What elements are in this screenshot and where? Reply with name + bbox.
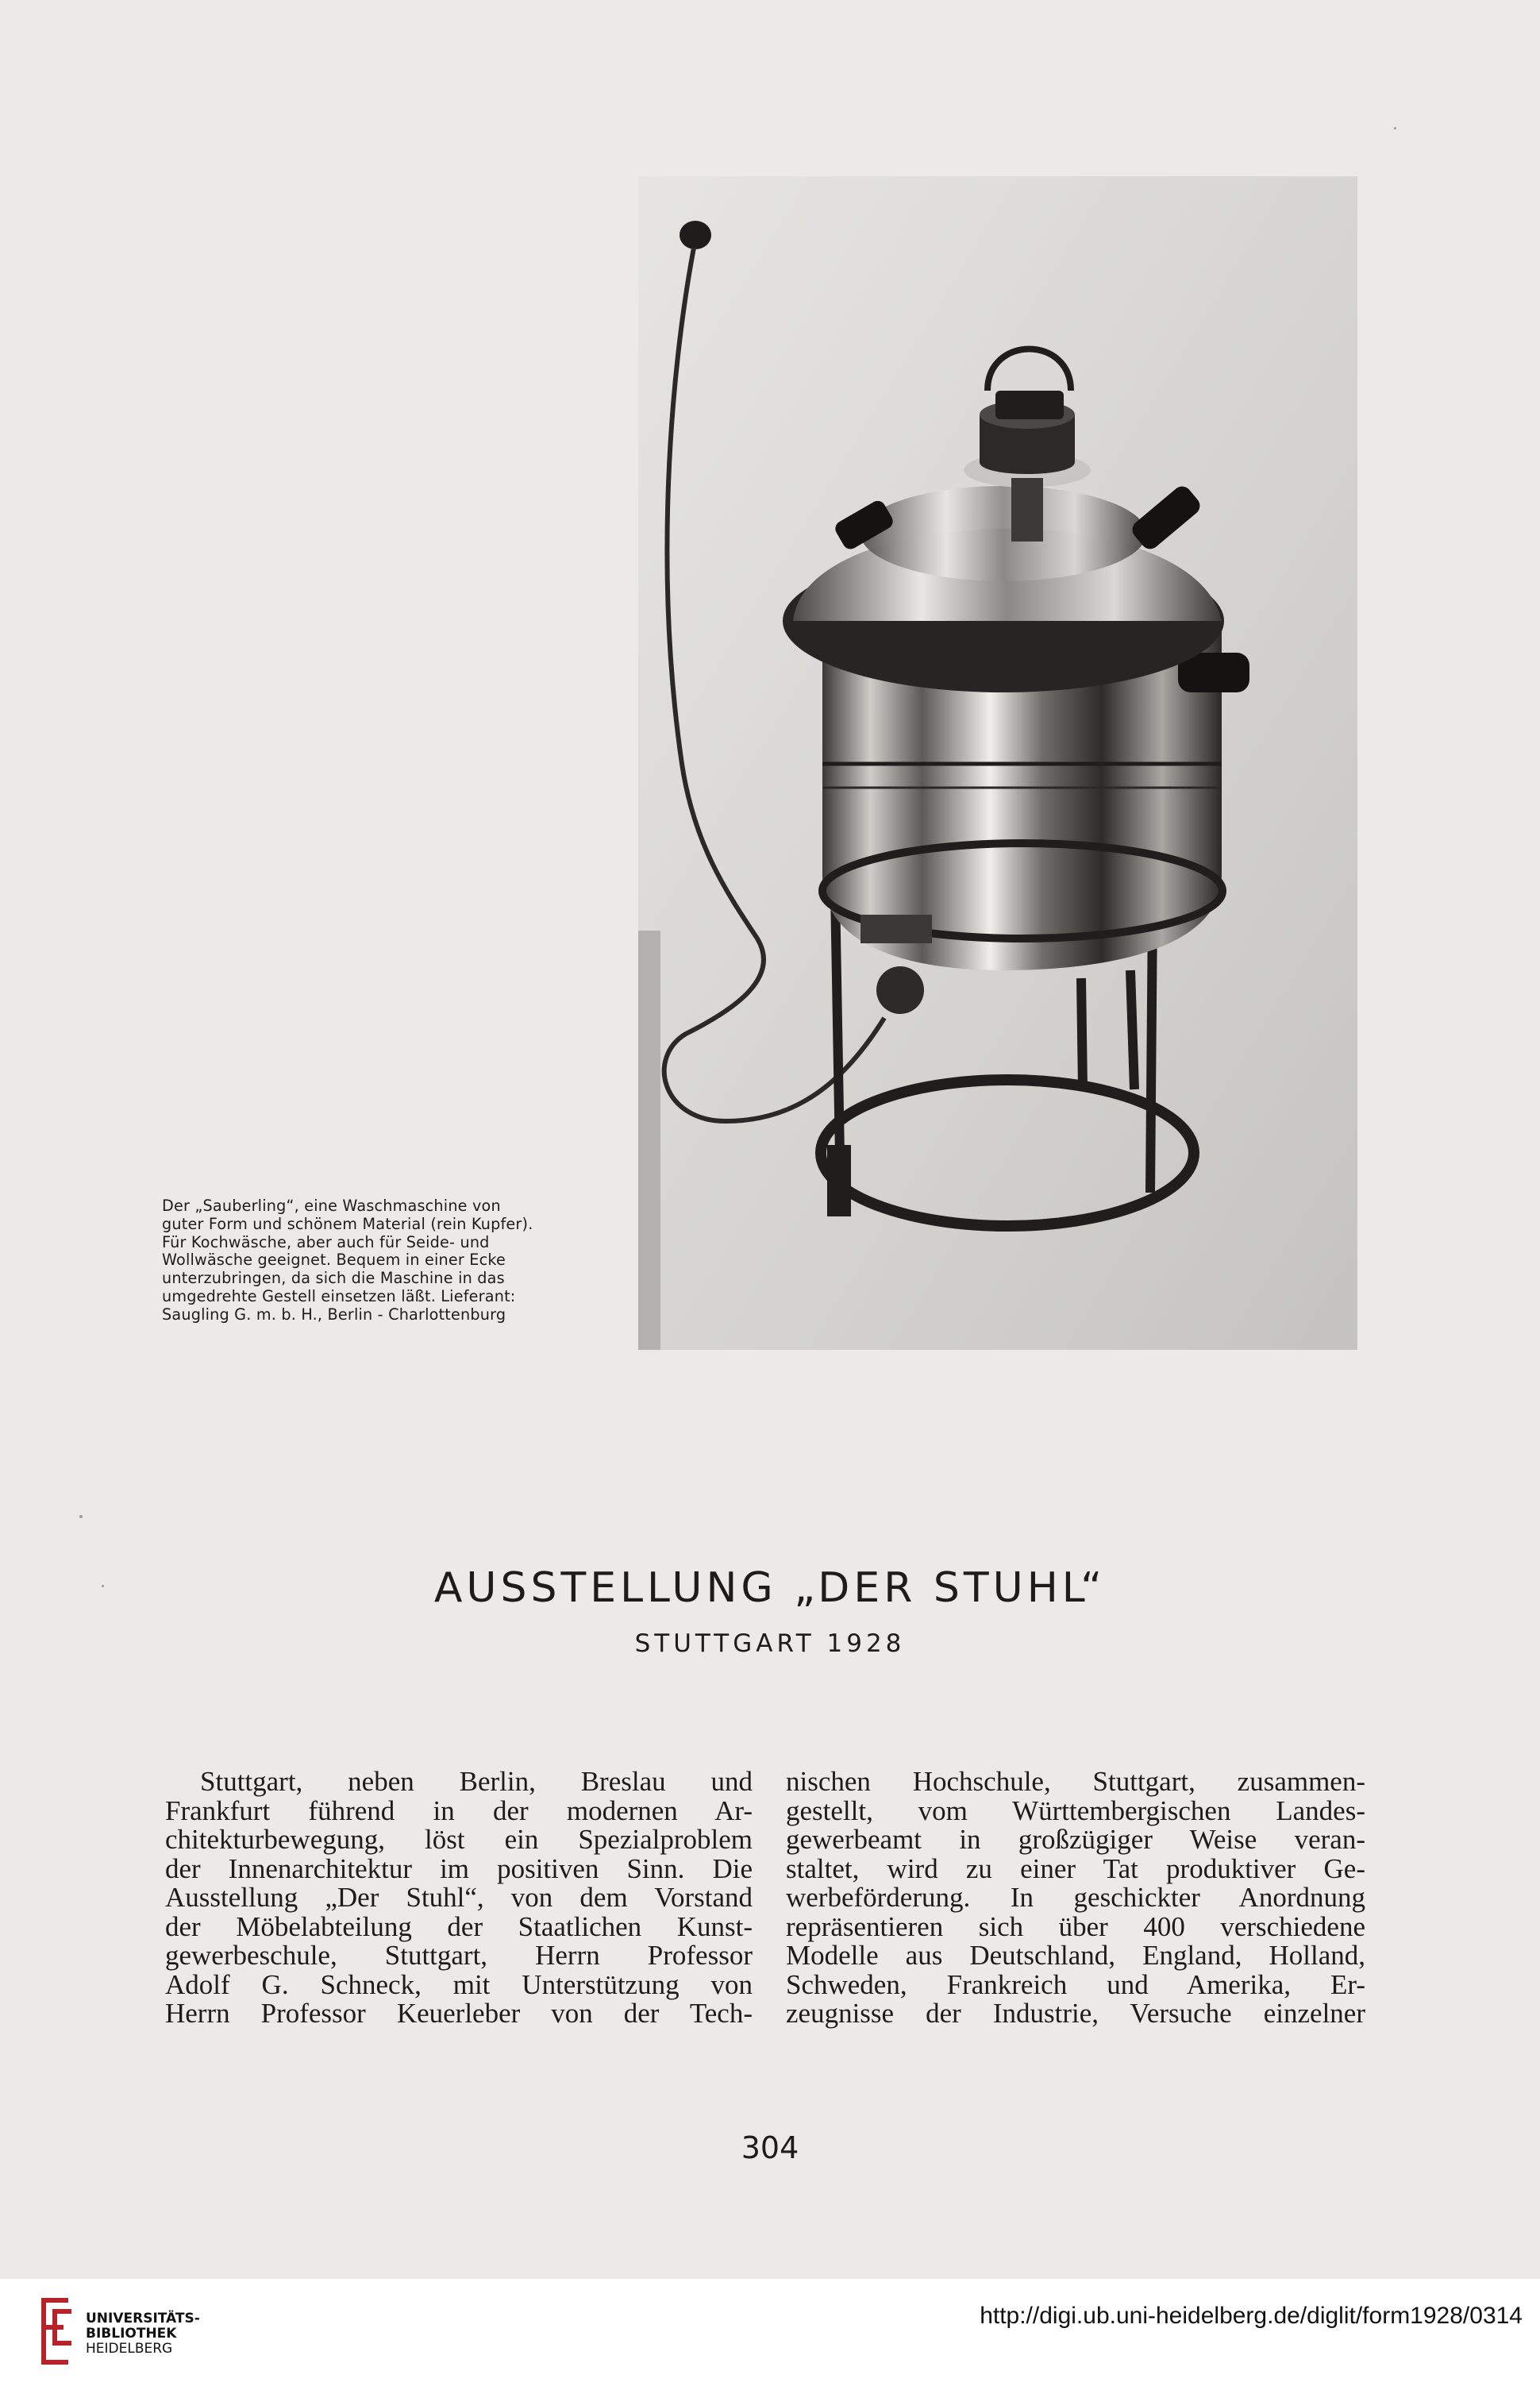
text-line: Modelle aus Deutschland, England, Holland,: [786, 1940, 1365, 1971]
photo-caption: [162, 1197, 597, 1324]
caption-line: unterzubringen, da sich die Maschine in das: [162, 1269, 505, 1288]
text-line: Adolf G. Schneck, mit Unterstützung von: [165, 1968, 753, 2000]
text-line: Ausstellung „Der Stuhl“, von dem Vorstand: [165, 1882, 753, 1913]
library-name: [86, 2311, 200, 2357]
text-line: staltet, wird zu einer Tat produktiver Ge-: [786, 1852, 1365, 1884]
caption-line: umgedrehte Gestell einsetzen läßt. Lieferant:: [162, 1286, 516, 1305]
article-subtitle: STUTTGART 1928: [634, 1629, 906, 1658]
library-name-line: BIBLIOTHEK: [86, 2326, 177, 2342]
library-logo-icon: [33, 2293, 76, 2369]
text-column-left: [165, 1767, 753, 2029]
text-line: repräsentieren sich über 400 verschiedene: [786, 1910, 1365, 1942]
footer-bar: [0, 2279, 1540, 2390]
text-line: gewerbeamt in großzügiger Weise veran-: [786, 1824, 1365, 1855]
text-line: gestellt, vom Württembergischen Landes-: [786, 1794, 1365, 1826]
caption-line: Für Kochwäsche, aber auch für Seide- und: [162, 1232, 490, 1251]
washing-machine-photo: [638, 176, 1357, 1350]
article-title: AUSSTELLUNG „DER STUHL“: [433, 1564, 1107, 1612]
text-line: der Innenarchitektur im positiven Sinn. Die: [165, 1852, 753, 1884]
source-url-link[interactable]: http://digi.ub.uni-heidelberg.de/diglit/form1928/0314: [980, 2303, 1523, 2329]
text-line: nischen Hochschule, Stuttgart, zusammen-: [786, 1766, 1365, 1797]
caption-line: Saugling G. m. b. H., Berlin - Charlottenburg: [162, 1305, 506, 1324]
text-line: chitekturbewegung, löst ein Spezialproblem: [165, 1824, 753, 1855]
text-line: Schweden, Frankreich und Amerika, Er-: [786, 1968, 1365, 2000]
paper-speck: [1394, 127, 1396, 129]
text-line: Stuttgart, neben Berlin, Breslau und: [200, 1766, 753, 1797]
library-name-line: HEIDELBERG: [86, 2341, 173, 2357]
text-line: zeugnisse der Industrie, Versuche einzelner: [786, 1998, 1365, 2029]
caption-line: Wollwäsche geeignet. Bequem in einer Ecke: [162, 1251, 506, 1270]
washing-machine-illustration: [638, 176, 1357, 1350]
text-line: werbeförderung. In geschickter Anordnung: [786, 1882, 1365, 1913]
page-number: 304: [741, 2130, 799, 2165]
library-name-line: UNIVERSITÄTS-: [86, 2311, 200, 2326]
text-column-right: [786, 1767, 1365, 2029]
paper-speck: [79, 1515, 83, 1518]
text-line: der Möbelabteilung der Staatlichen Kunst-: [165, 1910, 753, 1942]
paper-speck: [102, 1585, 104, 1587]
caption-line: Der „Sauberling“, eine Waschmaschine von: [162, 1197, 501, 1215]
text-line: Frankfurt führend in der modernen Ar-: [165, 1794, 753, 1826]
text-line: Herrn Professor Keuerleber von der Tech-: [165, 1998, 753, 2029]
caption-line: guter Form und schönem Material (rein Kupfer).: [162, 1214, 533, 1233]
text-line: gewerbeschule, Stuttgart, Herrn Professor: [165, 1940, 753, 1971]
